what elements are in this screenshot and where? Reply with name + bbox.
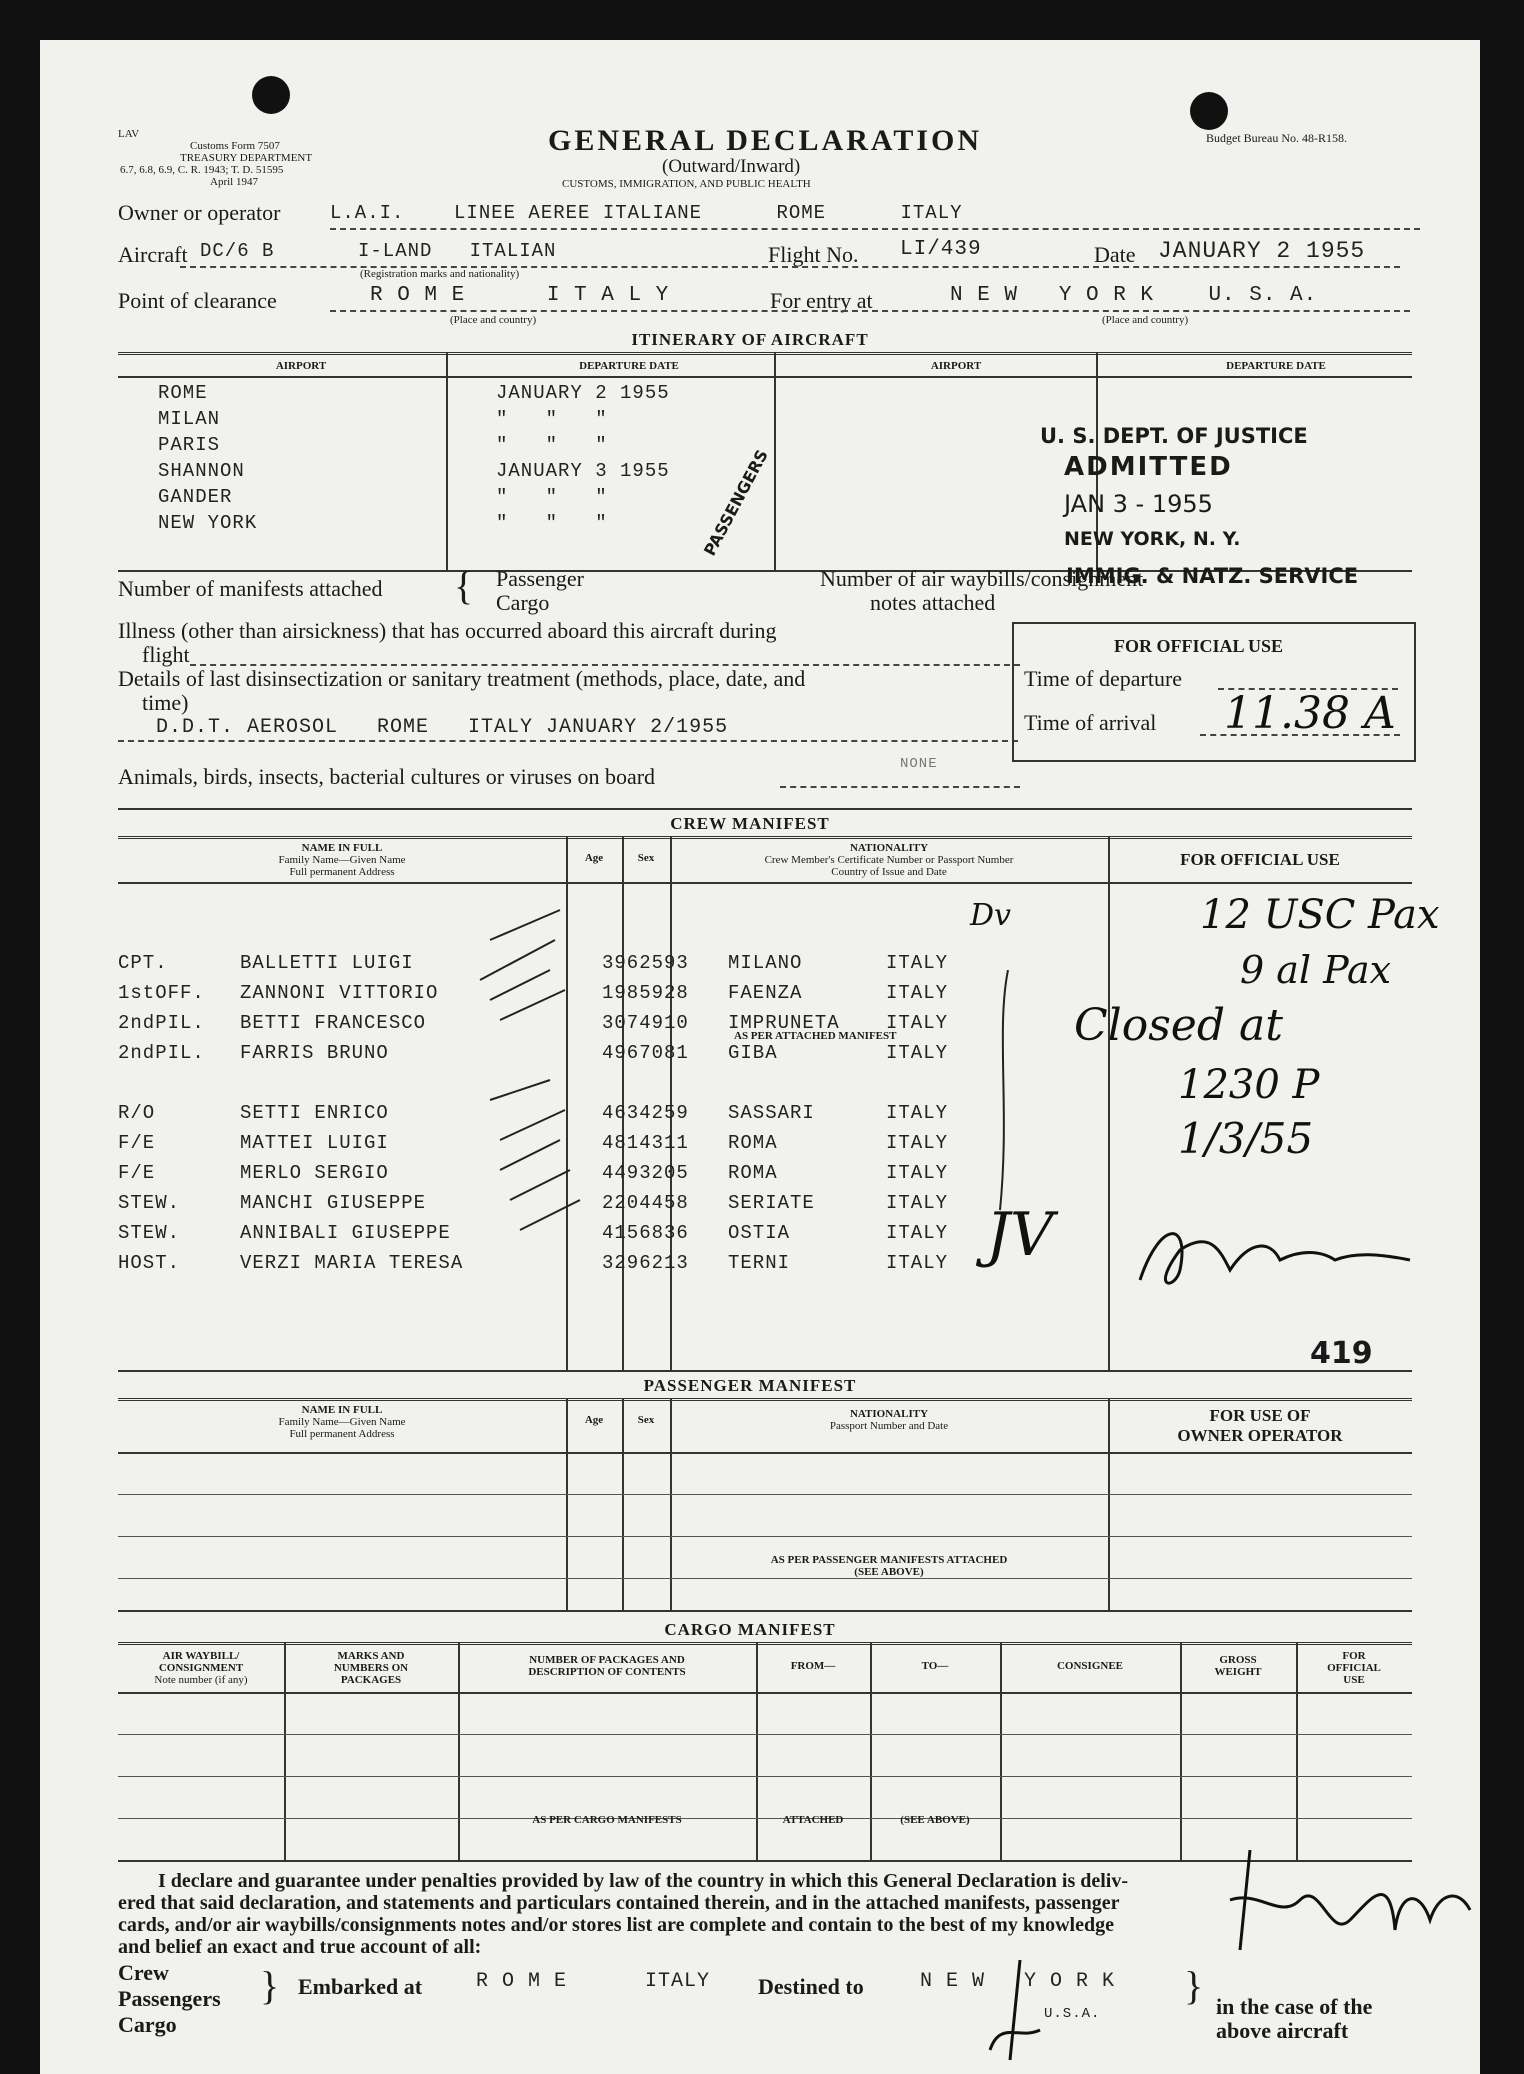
passenger-label: Passenger [496,566,584,591]
declaration-sheet [40,40,1480,2074]
owner-value: L.A.I. LINEE AEREE ITALIANE ROME ITALY [330,202,963,224]
crew-rank: 2ndPIL. [118,1042,205,1064]
crew-rank: 1stOFF. [118,982,205,1004]
cargo-consignee-head: CONSIGNEE [1056,1660,1124,1672]
flight-label: Flight No. [768,242,859,267]
customs-form: Customs Form 7507 [190,140,280,152]
itinerary-airport: PARIS [158,434,221,456]
handwritten-closed: Closed at [1074,1000,1283,1051]
crew-name: MERLO SERGIO [240,1162,389,1184]
crew-name: FARRIS BRUNO [240,1042,389,1064]
decl-passengers: Passengers [118,1986,221,2011]
clearance-label: Point of clearance [118,288,277,313]
itinerary-airport: GANDER [158,486,233,508]
handwritten-dv: Dv [970,898,1012,933]
crew-as-per: AS PER ATTACHED MANIFEST [734,1030,897,1042]
flight-number: LI/439 [900,238,982,261]
decl-brace: } [260,1963,280,2008]
stamp-admitted: ADMITTED [1064,452,1233,482]
flight-word: flight [142,642,190,667]
handwritten-crew-count: 12 USC Pax [1200,892,1440,938]
form-subtitle: (Outward/Inward) [662,156,801,177]
crew-name: ANNIBALI GIUSEPPE [240,1222,451,1244]
handwritten-date: 1/3/55 [1178,1114,1314,1163]
notes-label: notes attached [870,590,996,615]
col-departure: DEPARTURE DATE [579,360,679,372]
entry-value: N E W Y O R K U. S. A. [950,284,1318,307]
crew-number: 3296213 [602,1252,689,1274]
decl-brace-2: } [1184,1963,1204,2008]
itinerary-date: JANUARY 2 1955 [496,382,670,404]
crew-number: 4967081 [602,1042,689,1064]
decl-line-2: ered that said declaration, and statements and particulars contained therein, and in the attached manifests, passenger [118,1892,1120,1914]
pass-sex-head: Sex [637,1414,655,1426]
crew-country: ITALY [886,952,949,974]
waybills-label: Number of air waybills/consignment [820,566,1144,591]
embarked-value: R O M E ITALY [476,1970,711,1993]
treasury-dept: TREASURY DEPARTMENT [180,152,313,164]
lav-mark: LAV [118,128,140,140]
officer-signature [1120,1210,1420,1300]
arrival-time-value: 11.38 A [1224,688,1396,739]
crew-name: VERZI MARIA TERESA [240,1252,464,1274]
cargo-label: Cargo [496,590,550,615]
crew-city: FAENZA [728,982,803,1004]
crew-number: 3074910 [602,1012,689,1034]
animals-value: NONE [900,756,938,772]
crew-nat-head: NATIONALITY Crew Member's Certificate Number or Passport Number Country of Issue and Date [764,842,1014,878]
handwritten-time: 1230 P [1178,1062,1320,1108]
passengers-stamp: PASSENGERS [700,446,772,559]
passenger-title: PASSENGER MANIFEST [643,1376,857,1395]
decl-crew: Crew [118,1960,169,1985]
pass-official-head: FOR USE OF OWNER OPERATOR [1177,1406,1343,1445]
crew-country: ITALY [886,1222,949,1244]
small-signature [980,1960,1060,2070]
cargo-waybill-head: AIR WAYBILL/ CONSIGNMENT Note number (if any) [154,1650,248,1686]
place-caption: (Place and country) [450,314,537,326]
official-title: FOR OFFICIAL USE [1114,636,1284,656]
cargo-weight-head: GROSS WEIGHT [1214,1654,1262,1678]
crew-name: MATTEI LUIGI [240,1132,389,1154]
disinsect-value: D.D.T. AEROSOL ROME ITALY JANUARY 2/1955 [156,716,729,739]
animals-label: Animals, birds, insects, bacterial cultures or viruses on board [118,764,656,789]
crew-city: OSTIA [728,1222,791,1244]
registration-caption: (Registration marks and nationality) [360,268,520,280]
place-caption-2: (Place and country) [1102,314,1189,326]
crew-country: ITALY [886,1042,949,1064]
itinerary-date: " " " [496,408,608,430]
crew-rank: HOST. [118,1252,181,1274]
cargo-official-head: FOR OFFICIAL USE [1327,1650,1381,1686]
itinerary-airport: SHANNON [158,460,245,482]
form-title: GENERAL DECLARATION [548,124,983,157]
owner-label: Owner or operator [118,200,281,225]
cargo-to-head: TO— [921,1660,949,1672]
cargo-note-2: ATTACHED [782,1814,844,1826]
decl-cargo: Cargo [118,2012,177,2037]
crew-number: 4493205 [602,1162,689,1184]
crew-country: ITALY [886,1162,949,1184]
itinerary-date: " " " [496,434,608,456]
destined-label: Destined to [758,1974,864,1999]
crew-city: GIBA [728,1042,778,1064]
crew-rank: R/O [118,1102,156,1124]
cargo-marks-head: MARKS AND NUMBERS ON PACKAGES [333,1650,409,1686]
stamp-service: IMMIG. & NATZ. SERVICE [1066,564,1359,588]
col-airport: AIRPORT [275,360,327,372]
itinerary-airport: ROME [158,382,208,404]
decl-line-1: I declare and guarantee under penalties provided by law of the country in which this General Declaration is deliv- [158,1870,1129,1892]
crew-official-head: FOR OFFICIAL USE [1180,850,1340,869]
cargo-note-3: (SEE ABOVE) [900,1814,970,1826]
crew-sex-head: Sex [637,852,655,864]
itinerary-airport: MILAN [158,408,221,430]
above-aircraft-label: above aircraft [1216,2018,1349,2043]
aircraft-registration: I-LAND ITALIAN [358,240,557,262]
pass-note: AS PER PASSENGER MANIFESTS ATTACHED (SEE ABOVE) [770,1554,1008,1578]
stamp-city: NEW YORK, N. Y. [1064,528,1241,550]
crew-title: CREW MANIFEST [670,814,830,833]
col-departure-2: DEPARTURE DATE [1226,360,1326,372]
aircraft-type: DC/6 B [200,240,275,262]
departure-time-label: Time of departure [1024,666,1183,691]
crew-city: SERIATE [728,1192,815,1214]
crew-name: ZANNONI VITTORIO [240,982,439,1004]
decl-line-3: cards, and/or air waybills/consignments notes and/or stores list are complete and contain to the best of my knowledge [118,1914,1114,1936]
crew-name-head: NAME IN FULL Family Name—Given Name Full permanent Address [278,842,406,878]
crew-rank: STEW. [118,1192,181,1214]
budget-bureau: Budget Bureau No. 48-R158. [1206,131,1347,145]
time-word: time) [142,690,189,715]
punch-hole [1190,92,1228,130]
crew-number: 4634259 [602,1102,689,1124]
crew-number: 4814311 [602,1132,689,1154]
decl-line-4: and belief an exact and true account of all: [118,1936,482,1958]
in-case-label: in the case of the [1216,1994,1373,2019]
regulations: 6.7, 6.8, 6.9, C. R. 1943; T. D. 51595 [120,164,284,176]
check-marks [470,900,590,1280]
document-number: 419 [1310,1336,1373,1371]
arrival-time-label: Time of arrival [1024,710,1157,735]
col-airport-2: AIRPORT [930,360,982,372]
crew-country: ITALY [886,1012,949,1034]
brace: { [454,563,474,608]
itinerary-title: ITINERARY OF AIRCRAFT [631,330,869,349]
manifests-label: Number of manifests attached [118,576,383,601]
stamp-dept: U. S. DEPT. OF JUSTICE [1040,424,1308,448]
pass-nat-head: NATIONALITY Passport Number and Date [829,1408,949,1432]
embarked-label: Embarked at [298,1974,423,1999]
crew-name: BETTI FRANCESCO [240,1012,427,1034]
crew-name: BALLETTI LUIGI [240,952,414,974]
crew-age-head: Age [584,852,604,864]
disinsect-label: Details of last disinsectization or sanitary treatment (methods, place, date, and [118,666,806,691]
form-date: April 1947 [210,176,258,188]
crew-rank: CPT. [118,952,168,974]
illness-label: Illness (other than airsickness) that has occurred aboard this aircraft during [118,618,777,643]
bracket-line [990,970,1020,1220]
crew-city: ROMA [728,1132,778,1154]
handwritten-initials: JV [986,1200,1054,1270]
crew-country: ITALY [886,1132,949,1154]
cargo-desc-head: NUMBER OF PACKAGES AND DESCRIPTION OF CONTENTS [528,1654,686,1678]
cargo-title: CARGO MANIFEST [664,1620,836,1639]
date-label: Date [1094,242,1136,267]
cargo-note-1: AS PER CARGO MANIFESTS [532,1814,682,1826]
crew-city: MILANO [728,952,803,974]
crew-country: ITALY [886,982,949,1004]
crew-rank: STEW. [118,1222,181,1244]
crew-name: MANCHI GIUSEPPE [240,1192,427,1214]
crew-city: SASSARI [728,1102,815,1124]
captain-signature [1220,1830,1480,1960]
crew-city: IMPRUNETA [728,1012,840,1034]
crew-rank: 2ndPIL. [118,1012,205,1034]
itinerary-date: " " " [496,486,608,508]
handwritten-pax-count: 9 al Pax [1240,948,1392,992]
stamp-date: JAN 3 - 1955 [1064,490,1213,518]
itinerary-airport: NEW YORK [158,512,258,534]
crew-rank: F/E [118,1132,156,1154]
pass-name-head: NAME IN FULL Family Name—Given Name Full permanent Address [278,1404,406,1440]
crew-city: TERNI [728,1252,791,1274]
destined-country: U.S.A. [1044,2006,1101,2022]
destined-value: N E W Y O R K [920,1970,1116,1993]
clearance-value: R O M E I T A L Y [370,284,670,307]
punch-hole [252,76,290,114]
cargo-from-head: FROM— [790,1660,836,1672]
crew-number: 3962593 [602,952,689,974]
itinerary-date: " " " [496,512,608,534]
crew-number: 2204458 [602,1192,689,1214]
itinerary-date: JANUARY 3 1955 [496,460,670,482]
form-subtitle-2: CUSTOMS, IMMIGRATION, AND PUBLIC HEALTH [562,178,811,190]
crew-country: ITALY [886,1102,949,1124]
crew-country: ITALY [886,1252,949,1274]
crew-country: ITALY [886,1192,949,1214]
crew-number: 4156836 [602,1222,689,1244]
date-value: JANUARY 2 1955 [1158,238,1366,264]
pass-age-head: Age [584,1414,604,1426]
crew-number: 1985928 [602,982,689,1004]
aircraft-label: Aircraft [118,242,188,267]
crew-city: ROMA [728,1162,778,1184]
crew-name: SETTI ENRICO [240,1102,389,1124]
entry-label: For entry at [770,288,873,313]
crew-rank: F/E [118,1162,156,1184]
